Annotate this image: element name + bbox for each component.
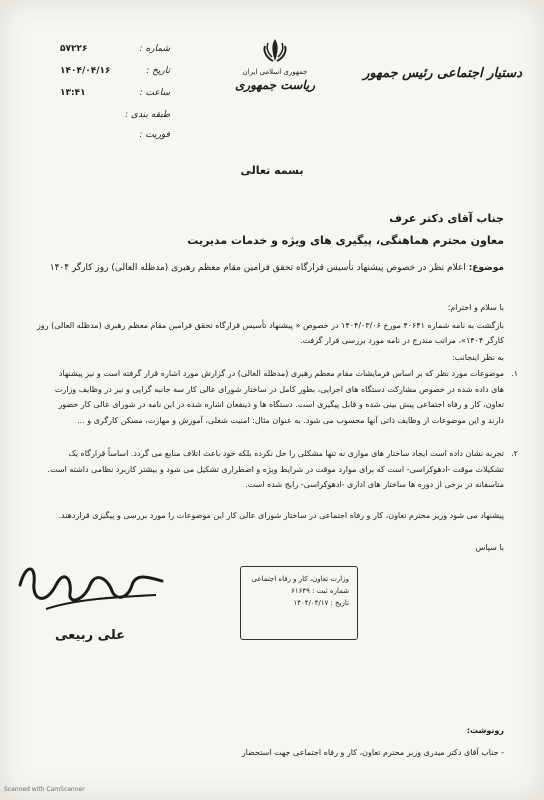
cc-label: رونوشت: [466,726,504,735]
subject-text: اعلام نظر در خصوص پیشنهاد تأسیس قرارگاه تحقق فرامین مقام معظم رهبری (مدظله العالی) روز کارگر ۱۴۰۴ [49,263,466,273]
basmala-heading: بسمه تعالی [240,164,304,177]
addressee-position: معاون محترم هماهنگی، پیگیری های ویژه و خدمات مدیریت [187,234,504,247]
signatory-name: علی ربیعی [54,628,126,643]
item-number: ۲. [511,449,518,458]
meta-classification: طبقه بندی : [125,110,170,120]
gov-title: ریاست جمهوری [234,78,316,92]
greeting: با سلام و احترام؛ [447,303,504,312]
lead-line: به نظر اینجانب: [451,353,504,362]
meta-number: شماره : ۵۷۲۲۶ [60,44,170,54]
intro-paragraph: بازگشت به نامه شماره ۴۰۶۴۱ مورخ ۱۴۰۴/۰۳/۰۶ در خصوص « پیشنهاد تأسیس قرارگاه تحقق فرامین مقام معظم رهبری (مدظله العالی) روز کارگر ۱۴۰۴»، مراتب مندرج در نامه مورد بررسی قرار گرفت. [36,321,504,345]
meta-urgency: فوریت : [139,130,170,140]
scanner-watermark: Scanned with CamScanner [4,786,85,793]
addressee-block [24,208,504,252]
list-item [44,366,518,428]
cc-recipient: - جناب آقای دکتر میدری وزیر محترم تعاون، کار و رفاه اجتماعی جهت استحضار [241,748,504,757]
emblem-icon [255,36,295,66]
subject-label: موضوع: [468,263,504,273]
stamp-date: تاریخ : ۱۴۰۴/۰۴/۱۷ [293,599,349,607]
item-text: موضوعات مورد نظر که بر اساس فرمایشات مقام معظم رهبری (مدظله العالی) در گزارش مورد اشاره قرار گرفته است و نیز پیشنهاد های داده شده در خصوص مشارکت دستگاه های اجرایی، بطور کامل در ساختار شورای عالی کار سه جانبه گرایی و نیز در وظایف وزارت تعاون، کار و رفاه اجتماعی پیش بینی شده و قابل پیگیری است. دستگاه ها و ذینفعان اشاره شده در این نامه در شورای عالی کار حضور دارند و این موضوعات از وظایف ذاتی آنها محسوب می شود. به عنوان مثال: امنیت شغلی، آموزش و مهارت، مسکن کارگری و ... [54,369,504,425]
gov-subtitle: جمهوری اسلامی ایران [242,68,308,76]
office-title: دستیار اجتماعی رئیس جمهور [363,66,522,81]
list-item [44,446,518,493]
item-text: تجربه نشان داده است ایجاد ساختار های موازی نه تنها مشکلی را حل نکرده بلکه خود باعث اتلاف منابع می گردد. اساساً قرارگاه یک تشکیلات موقت -ادهوکراسی- است که برای موارد موقت در شرایط ویژه و اضطراری تشکیل می شود و بیشتر کاربرد نظامی داشته است. متاسفانه در برخی از دوره ها ساختار های اداری -ادهوکراسی- رایج شده است. [47,449,504,489]
meta-time: ساعت : ۱۳:۴۱ [60,88,170,98]
item-number: ۱. [511,369,518,378]
signature-scribble [16,555,166,615]
meta-date: تاریخ : ۱۴۰۴/۰۴/۱۶ [60,66,170,76]
subject-line [34,263,504,273]
registration-stamp [240,566,358,640]
addressee-name: جناب آقای دکتر عرف [389,212,504,225]
farewell: با سپاس [475,543,504,552]
stamp-ministry: وزارت تعاون، کار و رفاه اجتماعی [251,575,349,583]
closing-paragraph: پیشنهاد می شود وزیر محترم تعاون، کار و رفاه اجتماعی در ساختار شورای عالی کار این موضوعات را مورد بررسی و پیگیری قراردهند. [58,511,504,520]
stamp-reg-number: شماره ثبت : ۶۱۶۴۹ [291,587,349,595]
